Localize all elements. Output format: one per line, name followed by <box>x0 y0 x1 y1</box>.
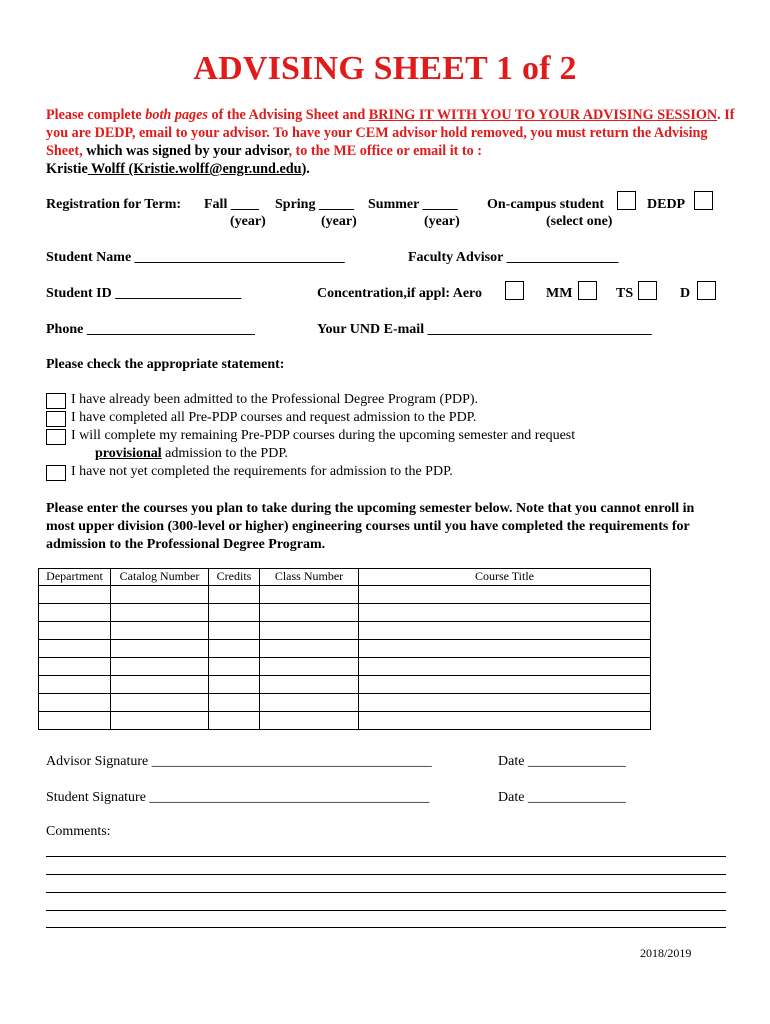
ts-checkbox[interactable] <box>638 281 657 300</box>
table-cell[interactable] <box>111 658 209 676</box>
header-course-title: Course Title <box>359 569 651 586</box>
statement-2-text: I have completed all Pre-PDP courses and request admission to the PDP. <box>71 410 477 425</box>
table-cell[interactable] <box>209 658 260 676</box>
table-cell[interactable] <box>39 712 111 730</box>
table-cell[interactable] <box>260 658 359 676</box>
year-label: (year) <box>230 214 266 229</box>
table-row <box>39 604 651 622</box>
table-cell[interactable] <box>260 586 359 604</box>
table-cell[interactable] <box>260 640 359 658</box>
courses-table <box>38 568 651 730</box>
statement-2-checkbox[interactable] <box>46 411 66 427</box>
table-cell[interactable] <box>209 640 260 658</box>
on-campus-checkbox[interactable] <box>617 191 636 210</box>
comment-line[interactable] <box>46 892 726 893</box>
table-cell[interactable] <box>111 604 209 622</box>
table-cell[interactable] <box>39 604 111 622</box>
table-cell[interactable] <box>209 586 260 604</box>
table-row <box>39 712 651 730</box>
table-cell[interactable] <box>359 712 651 730</box>
table-cell[interactable] <box>359 604 651 622</box>
on-campus-label: On-campus student <box>487 197 605 212</box>
table-cell[interactable] <box>260 676 359 694</box>
table-cell[interactable] <box>359 586 651 604</box>
summer-field[interactable]: Summer _____ <box>368 197 458 212</box>
table-cell[interactable] <box>209 694 260 712</box>
statement-3-continued <box>95 446 288 462</box>
table-header-row <box>39 569 651 586</box>
intro-contact-email: Wolff (Kristie.wolff@engr.und.edu <box>87 161 302 177</box>
comment-line[interactable] <box>46 927 726 928</box>
table-row <box>39 676 651 694</box>
instructions <box>46 106 736 178</box>
intro-signed: which was signed by your advisor <box>82 143 289 159</box>
header-catalog-number: Catalog Number <box>111 569 209 586</box>
header-credits: Credits <box>209 569 260 586</box>
statement-1-text: I have already been admitted to the Professional Degree Program (PDP). <box>71 392 479 407</box>
d-checkbox[interactable] <box>697 281 716 300</box>
intro-contact-first: Kristie <box>46 161 88 177</box>
comments-label: Comments: <box>46 824 111 839</box>
statement-3-end: admission to the PDP. <box>161 446 289 461</box>
comment-line[interactable] <box>46 874 726 875</box>
faculty-advisor-field[interactable]: Faculty Advisor ________________ <box>408 250 619 265</box>
table-row <box>39 586 651 604</box>
table-cell[interactable] <box>260 622 359 640</box>
header-class-number: Class Number <box>260 569 359 586</box>
intro-emphasis: both pages <box>145 107 208 123</box>
statement-3-checkbox[interactable] <box>46 429 66 445</box>
intro-part: . If you are DEDP, email to your advisor. To have your CEM advisor hold removed, you must return the Advising Sheet, <box>46 107 735 159</box>
dedp-label: DEDP <box>647 197 686 212</box>
table-cell[interactable] <box>111 694 209 712</box>
table-cell[interactable] <box>359 622 651 640</box>
comment-line[interactable] <box>46 910 726 911</box>
table-cell[interactable] <box>111 676 209 694</box>
intro-part: of the Advising Sheet and <box>207 107 369 123</box>
statement-4-checkbox[interactable] <box>46 465 66 481</box>
table-cell[interactable] <box>359 658 651 676</box>
concentration-label: Concentration,if appl: Aero <box>317 286 483 301</box>
statement-3-text: I will complete my remaining Pre-PDP courses during the upcoming semester and request <box>71 428 576 443</box>
student-name-field[interactable]: Student Name ______________________________ <box>46 250 345 265</box>
table-row <box>39 658 651 676</box>
phone-field[interactable]: Phone ________________________ <box>46 322 255 337</box>
dedp-checkbox[interactable] <box>694 191 713 210</box>
student-signature-field[interactable]: Student Signature ________________________________________ <box>46 790 430 805</box>
table-cell[interactable] <box>39 658 111 676</box>
table-row <box>39 622 651 640</box>
statement-4-text: I have not yet completed the requirements for admission to the PDP. <box>71 464 453 479</box>
table-cell[interactable] <box>260 604 359 622</box>
intro-bring-it: BRING IT WITH YOU TO YOUR ADVISING SESSION <box>368 107 718 123</box>
table-cell[interactable] <box>260 712 359 730</box>
advisor-date-field[interactable]: Date ______________ <box>498 754 626 769</box>
und-email-field[interactable]: Your UND E-mail ________________________________ <box>317 322 652 337</box>
student-id-field[interactable]: Student ID __________________ <box>46 286 242 301</box>
page-title: ADVISING SHEET 1 of 2 <box>193 50 577 87</box>
table-cell[interactable] <box>260 694 359 712</box>
intro-part: Please complete <box>46 107 146 123</box>
table-cell[interactable] <box>39 586 111 604</box>
advisor-signature-field[interactable]: Advisor Signature ________________________________________ <box>46 754 432 769</box>
registration-label: Registration for Term: <box>46 197 182 212</box>
aero-checkbox[interactable] <box>505 281 524 300</box>
table-cell[interactable] <box>359 694 651 712</box>
table-cell[interactable] <box>359 676 651 694</box>
table-cell[interactable] <box>39 640 111 658</box>
table-cell[interactable] <box>111 640 209 658</box>
table-row <box>39 640 651 658</box>
statement-1-checkbox[interactable] <box>46 393 66 409</box>
mm-checkbox[interactable] <box>578 281 597 300</box>
table-cell[interactable] <box>39 622 111 640</box>
footer-year: 2018/2019 <box>640 946 692 960</box>
header-department: Department <box>39 569 111 586</box>
year-label: (year) <box>424 214 460 229</box>
intro-part: , to the ME office or email it to : <box>288 143 483 159</box>
table-cell[interactable] <box>39 694 111 712</box>
student-date-field[interactable]: Date ______________ <box>498 790 626 805</box>
spring-field[interactable]: Spring _____ <box>275 197 354 212</box>
courses-note: Please enter the courses you plan to take during the upcoming semester below. Note that you cannot enroll in most upper division (300-level or higher) engineering courses until you have completed the requirements for admission to the Professional Degree Program. <box>46 501 695 552</box>
table-cell[interactable] <box>209 712 260 730</box>
table-cell[interactable] <box>111 586 209 604</box>
intro-contact-end: ). <box>301 161 310 177</box>
ts-label: TS <box>616 286 634 301</box>
table-cell[interactable] <box>359 640 651 658</box>
table-cell[interactable] <box>209 604 260 622</box>
table-cell[interactable] <box>209 622 260 640</box>
table-cell[interactable] <box>111 712 209 730</box>
mm-label: MM <box>546 286 573 301</box>
fall-field[interactable]: Fall ____ <box>204 197 259 212</box>
table-cell[interactable] <box>209 676 260 694</box>
comment-line[interactable] <box>46 856 726 857</box>
table-row <box>39 694 651 712</box>
select-one-label: (select one) <box>546 214 613 229</box>
statement-heading: Please check the appropriate statement: <box>46 357 285 372</box>
d-label: D <box>680 286 691 301</box>
year-label: (year) <box>321 214 357 229</box>
table-cell[interactable] <box>39 676 111 694</box>
provisional-emphasis: provisional <box>95 446 162 461</box>
table-cell[interactable] <box>111 622 209 640</box>
